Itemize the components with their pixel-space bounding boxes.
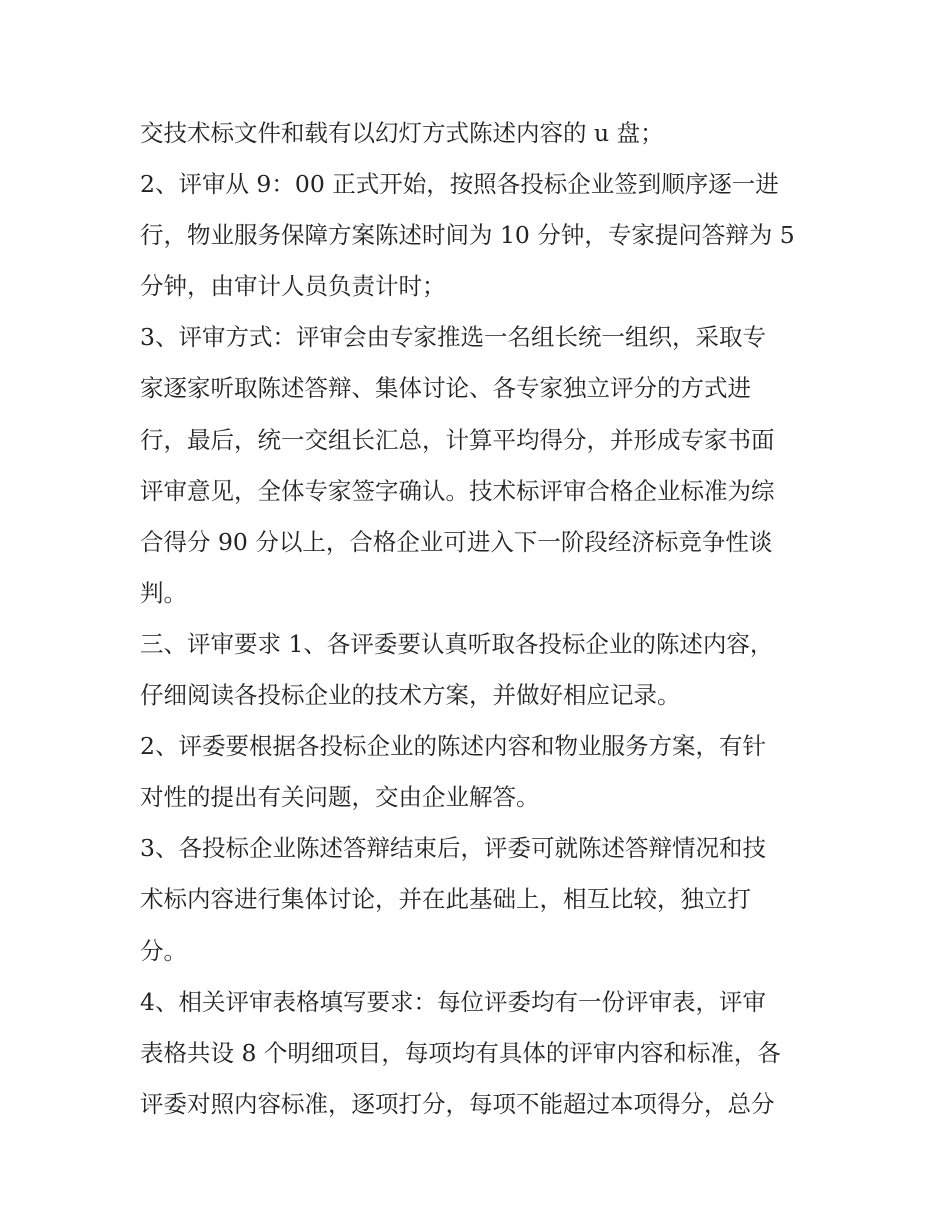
text-line: 对性的提出有关问题，交由企业解答。 [140, 783, 540, 812]
text-line: 分。 [140, 936, 187, 965]
text-line: 3、评审方式：评审会由专家推选一名组长统一组织，采取专 [140, 323, 766, 352]
text-line: 3、各投标企业陈述答辩结束后，评委可就陈述答辩情况和技 [140, 834, 766, 863]
text-line: 2、评委要根据各投标企业的陈述内容和物业服务方案，有针 [140, 732, 766, 761]
text-line: 家逐家听取陈述答辩、集体讨论、各专家独立评分的方式进 [140, 374, 751, 403]
text-line: 评委对照内容标准，逐项打分，每项不能超过本项得分，总分 [140, 1089, 775, 1118]
text-line: 表格共设 8 个明细项目，每项均有具体的评审内容和标准，各 [140, 1038, 781, 1067]
text-line: 判。 [140, 578, 187, 607]
text-line: 三、评审要求 1、各评委要认真听取各投标企业的陈述内容， [140, 629, 774, 658]
text-line: 行，最后，统一交组长汇总，计算平均得分，并形成专家书面 [140, 425, 775, 454]
text-line: 分钟，由审计人员负责计时； [140, 272, 446, 301]
text-line: 评审意见，全体专家签字确认。技术标评审合格企业标准为综 [140, 476, 775, 505]
body-text [140, 108, 820, 1130]
text-line: 合得分 90 分以上，合格企业可进入下一阶段经济标竞争性谈 [140, 527, 773, 556]
text-line: 交技术标文件和载有以幻灯方式陈述内容的 u 盘； [140, 119, 664, 147]
text-line: 术标内容进行集体讨论，并在此基础上，相互比较，独立打 [140, 885, 751, 914]
text-line: 4、相关评审表格填写要求：每位评委均有一份评审表，评审 [140, 987, 766, 1016]
text-line: 2、评审从 9：00 正式开始，按照各投标企业签到顺序逐一进 [140, 170, 779, 199]
text-line: 行，物业服务保障方案陈述时间为 10 分钟，专家提问答辩为 5 [140, 221, 795, 250]
text-line: 仔细阅读各投标企业的技术方案，并做好相应记录。 [140, 681, 681, 710]
